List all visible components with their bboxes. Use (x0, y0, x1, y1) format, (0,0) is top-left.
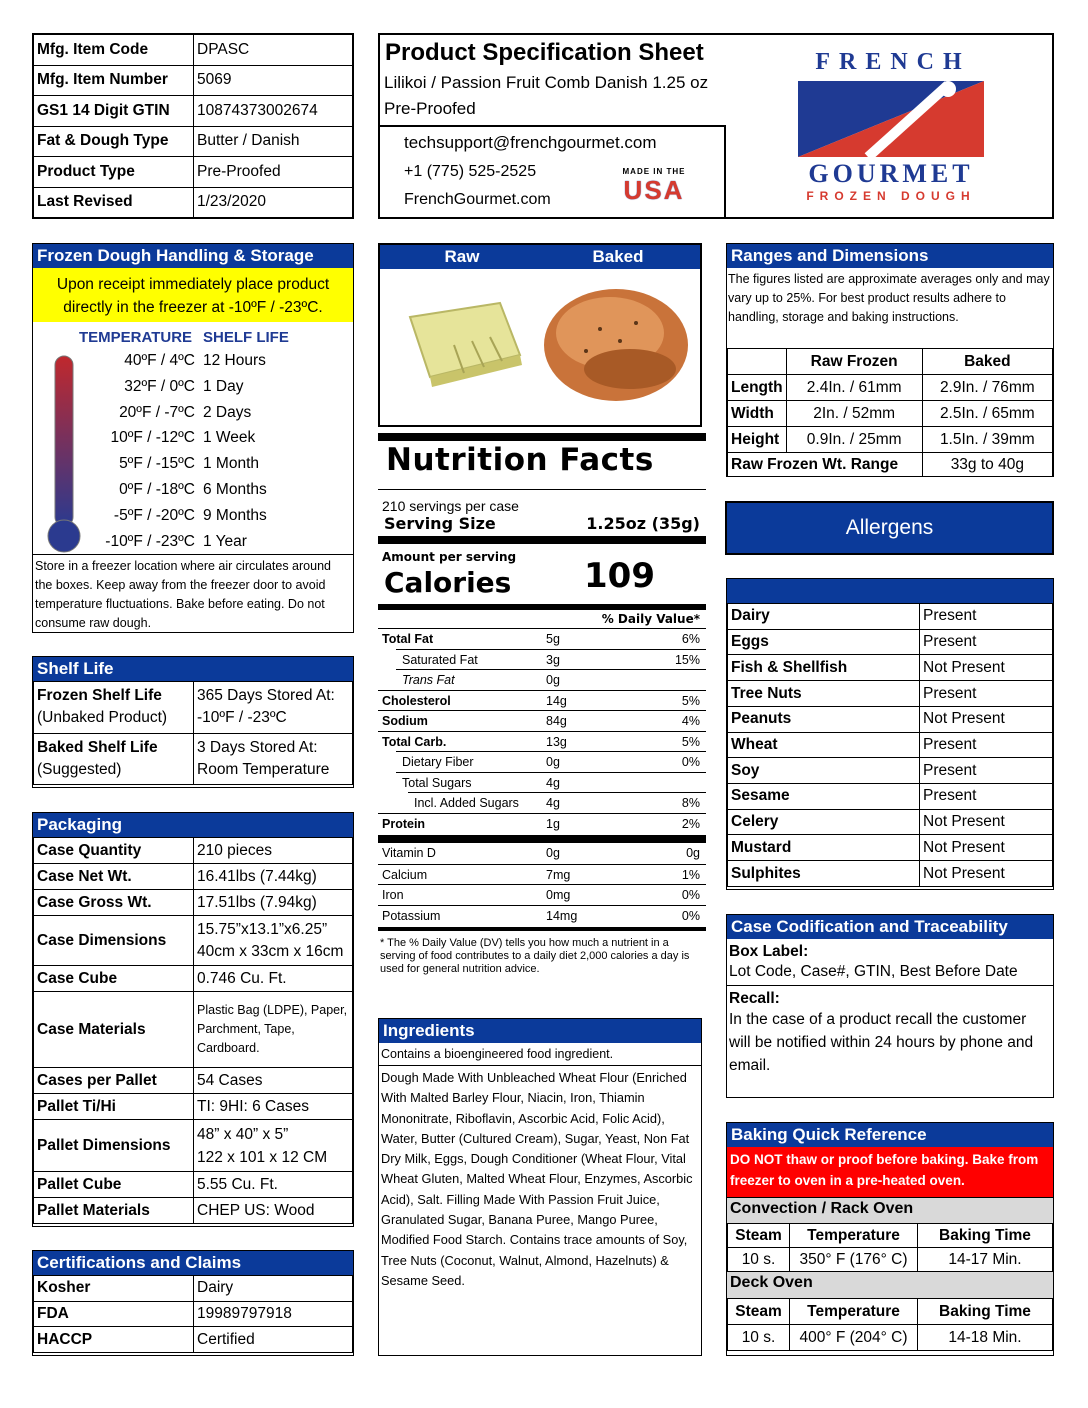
nutrient-row (378, 731, 706, 752)
nutrient-row (378, 813, 706, 834)
item-value: DPASC (194, 35, 353, 66)
raw-label: Raw (444, 247, 480, 266)
ranges-section (726, 243, 1054, 477)
table-row (34, 1068, 353, 1094)
storage-temp: 10ºF / -12ºC (110, 429, 195, 447)
storage-notice: Upon receipt immediately place product directly in the freezer at -10ºF / -23ºC. (33, 268, 353, 322)
nutrient-name: Sodium (382, 714, 428, 728)
storage-row (33, 352, 353, 376)
storage-life: 1 Year (203, 532, 247, 550)
table-row (34, 890, 353, 916)
baked-label: Baked (592, 247, 644, 266)
french-gourmet-logo (796, 49, 986, 205)
allergen-row (728, 629, 1053, 655)
calories-label: Calories (384, 566, 512, 599)
nutrient-row (378, 690, 706, 711)
vitamin-row (378, 905, 706, 926)
storage-row (33, 507, 353, 531)
table-row (728, 453, 1053, 477)
range-value: 0.9In. / 25mm (786, 427, 922, 453)
item-label: Product Type (34, 157, 194, 188)
nutrient-name: Protein (382, 816, 426, 831)
nutrient-dv: 15% (674, 652, 700, 667)
pack-value: 210 pieces (194, 838, 353, 864)
nutrient-dv: 2% (681, 816, 700, 831)
bake-head: Temperature (790, 1299, 918, 1325)
vitamin-amount: 14mg (546, 908, 578, 923)
storage-row (33, 378, 353, 402)
table-row (34, 126, 353, 157)
nutrient-amount: 0g (546, 673, 560, 687)
storage-section (32, 243, 354, 633)
allergen-name: Fish & Shellfish (728, 655, 920, 681)
table-row (34, 864, 353, 890)
nutrient-row (396, 751, 706, 772)
nutrient-row (378, 710, 706, 731)
pack-label: Pallet Cube (34, 1172, 194, 1198)
storage-life: 1 Month (203, 455, 260, 473)
pack-label: Case Cube (34, 966, 194, 992)
vitamin-rows (378, 843, 706, 925)
cert-label: HACCP (34, 1327, 194, 1353)
shelf-sublabel: (Unbaked Product) (37, 709, 168, 727)
pack-label: Pallet Materials (34, 1198, 194, 1224)
pack-value-cell (194, 916, 353, 966)
bake-head: Steam (728, 1224, 790, 1248)
raw-danish-image (404, 295, 524, 395)
nutrient-row (396, 772, 706, 793)
table-row (34, 733, 353, 785)
packaging-title: Packaging (33, 813, 353, 837)
allergen-status: Present (920, 681, 1053, 707)
allergen-name: Wheat (728, 732, 920, 758)
recall-value: In the case of a product recall the customer will be notified within 24 hours by phone and email. (729, 1011, 1034, 1074)
nutrient-name: Dietary Fiber (402, 755, 474, 769)
allergen-row (728, 604, 1053, 630)
allergen-name: Dairy (728, 604, 920, 630)
item-label: Fat & Dough Type (34, 126, 194, 157)
allergen-name: Sesame (728, 784, 920, 810)
shelf-sublabel: (Suggested) (37, 760, 122, 778)
nutrient-name: Cholesterol (382, 693, 451, 708)
photo-header (380, 245, 700, 269)
ingredients-title: Ingredients (379, 1019, 701, 1043)
allergen-row (728, 706, 1053, 732)
range-head: Baked (922, 349, 1052, 375)
email-link[interactable]: techsupport@frenchgourmet.com (404, 133, 657, 152)
traceability-section (726, 914, 1054, 1098)
pack-value: 48” x 40” x 5” (197, 1125, 289, 1143)
usa-label: USA (623, 175, 685, 205)
table-row (34, 1198, 353, 1224)
certifications-title: Certifications and Claims (33, 1251, 353, 1275)
nutrient-name: Total Sugars (402, 775, 472, 790)
pack-label: Case Quantity (34, 838, 194, 864)
pack-value: 17.51lbs (7.94kg) (194, 890, 353, 916)
nutrient-amount: 1g (546, 816, 560, 831)
pack-value: 54 Cases (194, 1068, 353, 1094)
item-info-table (32, 33, 354, 219)
item-value: Pre-Proofed (194, 157, 353, 188)
allergens-section (726, 578, 1054, 890)
nutrient-row (378, 628, 706, 649)
item-value: Butter / Danish (194, 126, 353, 157)
pack-label: Pallet Dimensions (34, 1120, 194, 1172)
table-row (34, 916, 353, 966)
table-row (34, 96, 353, 127)
table-row (34, 992, 353, 1068)
vitamin-dv: 1% (681, 867, 700, 882)
traceability-title: Case Codification and Traceability (727, 915, 1053, 939)
pack-value-cell (194, 1120, 353, 1172)
storage-row (33, 429, 353, 453)
pack-label: Case Gross Wt. (34, 890, 194, 916)
vitamin-name: Calcium (382, 867, 428, 882)
allergen-status: Not Present (920, 835, 1053, 861)
allergen-status: Not Present (920, 706, 1053, 732)
box-label-value: Lot Code, Case#, GTIN, Best Before Date (727, 961, 1053, 986)
logo-top-text: FRENCH (815, 49, 971, 75)
allergen-name: Mustard (728, 835, 920, 861)
table-row (728, 427, 1053, 453)
storage-life: 2 Days (203, 403, 252, 421)
bake-value: 10 s. (728, 1248, 790, 1272)
bake-value: 400° F (204° C) (790, 1325, 918, 1351)
storage-temp: 32ºF / 0ºC (124, 377, 195, 395)
baking-section (726, 1122, 1054, 1356)
serving-size-label: Serving Size (384, 514, 496, 533)
contact-box (378, 125, 726, 219)
allergen-status: Present (920, 732, 1053, 758)
allergen-name: Peanuts (728, 706, 920, 732)
nutrient-amount: 84g (546, 714, 567, 728)
amount-label: Amount per serving (382, 550, 517, 564)
allergen-name: Soy (728, 758, 920, 784)
table-row (728, 401, 1053, 427)
pack-label: Cases per Pallet (34, 1068, 194, 1094)
shelf-label-cell (34, 733, 194, 785)
storage-life: 9 Months (203, 506, 267, 524)
vitamin-dv: 0% (681, 888, 700, 902)
servings-text: 210 servings per case (382, 498, 519, 514)
storage-note: Store in a freezer location where air circulates around the boxes. Keep away from the freezer door to avoid temperature fluctuations. Bake before eating. Do not consume raw dough. (33, 554, 353, 635)
convection-heading: Convection / Rack Oven (727, 1197, 1053, 1223)
allergen-row (728, 655, 1053, 681)
allergen-name: Sulphites (728, 861, 920, 887)
packaging-section (32, 812, 354, 1227)
ranges-title: Ranges and Dimensions (727, 244, 1053, 268)
product-photos (378, 243, 702, 427)
nutrient-row (396, 669, 706, 690)
weight-range-value: 33g to 40g (922, 453, 1052, 477)
table-row (728, 1224, 1053, 1248)
shelf-value-cell (194, 682, 353, 734)
allergen-status: Present (920, 784, 1053, 810)
table-row (34, 35, 353, 66)
table-row (34, 1301, 353, 1327)
weight-range-label: Raw Frozen Wt. Range (728, 453, 923, 477)
shelf-value: 3 Days Stored At: (197, 738, 318, 756)
nutrient-amount: 4g (546, 796, 560, 810)
table-row (34, 1327, 353, 1353)
nutrient-name: Trans Fat (402, 673, 455, 687)
storage-row (33, 533, 353, 557)
allergen-status: Present (920, 604, 1053, 630)
bake-value: 350° F (176° C) (790, 1248, 918, 1272)
ingredients-text: Dough Made With Unbleached Wheat Flour (Enriched With Malted Barley Flour, Niacin, Iron, Thiamin Mononitrate, Riboflavin, Ascorbic Acid, Folic Acid), Water, Butter (Cultured Cream), Sugar, Yeast, Non Fat Dry Milk, Eggs, Dough Conditioner (Wheat Flour, Vital Wheat Gluten, Malted Wheat Flour, Enzymes, Ascorbic Acid), Salt. Filling Made With Passion Fruit Juice, Granulated Sugar, Banana Puree, Mango Puree, Modified Food Starch. Contains trace amounts of Soy, Tree Nuts (Coconut, Walnut, Almond, Hazelnuts) & Sesame Seed. (381, 1070, 693, 1288)
nutrient-dv: 5% (681, 734, 700, 749)
vitamin-row (378, 843, 706, 864)
pack-value: 0.746 Cu. Ft. (194, 966, 353, 992)
allergen-row (728, 835, 1053, 861)
pack-value: TI: 9HI: 6 Cases (194, 1094, 353, 1120)
website-link[interactable]: FrenchGourmet.com (404, 191, 551, 208)
shelf-life-section (32, 656, 354, 788)
bake-value: 14-17 Min. (918, 1248, 1053, 1272)
range-head: Raw Frozen (786, 349, 922, 375)
storage-life: 12 Hours (203, 352, 266, 369)
range-value: 2.9In. / 76mm (922, 375, 1052, 401)
life-col-header: SHELF LIFE (203, 329, 289, 346)
range-value: 1.5In. / 39mm (922, 427, 1052, 453)
storage-life: 1 Week (203, 429, 256, 447)
range-label: Width (728, 401, 787, 427)
vitamin-row (378, 864, 706, 885)
cert-value: Dairy (194, 1276, 353, 1302)
table-row (728, 1325, 1053, 1351)
serving-size-value: 1.25oz (35g) (586, 514, 700, 533)
allergen-name: Tree Nuts (728, 681, 920, 707)
table-row (728, 349, 1053, 375)
made-in-usa-badge (614, 167, 694, 207)
serving-size-row (378, 514, 706, 533)
table-row (34, 1172, 353, 1198)
pack-label: Case Net Wt. (34, 864, 194, 890)
pack-value-2: 122 x 101 x 12 CM (197, 1148, 328, 1166)
product-name: Lilikoi / Passion Fruit Comb Danish 1.25 oz (384, 73, 709, 92)
nutrition-facts (378, 433, 706, 1013)
certifications-section (32, 1250, 354, 1356)
allergen-row (728, 784, 1053, 810)
vitamin-row (378, 884, 706, 905)
deck-oven-heading: Deck Oven (727, 1272, 1053, 1298)
nutrient-amount: 5g (546, 632, 560, 646)
range-head (728, 349, 787, 375)
nutrient-dv: 0% (681, 755, 700, 769)
table-row (34, 65, 353, 96)
pack-value: CHEP US: Wood (194, 1198, 353, 1224)
nutrition-footnote: * The % Daily Value (DV) tells you how much a nutrient in a serving of food contributes to a daily diet 2,000 calories a day is used for general nutrition advice. (380, 937, 690, 975)
vitamin-dv: 0g (686, 846, 700, 860)
item-value: 10874373002674 (194, 96, 353, 127)
pack-label: Case Dimensions (34, 916, 194, 966)
table-row (34, 157, 353, 188)
allergen-status: Not Present (920, 809, 1053, 835)
allergen-row (728, 758, 1053, 784)
allergen-status: Present (920, 758, 1053, 784)
pack-value: Plastic Bag (LDPE), Paper, Parchment, Tape, Cardboard. (194, 992, 353, 1068)
pack-label: Pallet Ti/Hi (34, 1094, 194, 1120)
ranges-note: The figures listed are approximate averages only and may vary up to 25%. For best product results adhere to handling, storage and baking instructions. (728, 272, 1050, 324)
storage-row (33, 481, 353, 505)
bake-head: Baking Time (918, 1224, 1053, 1248)
vitamin-name: Potassium (382, 908, 441, 923)
vitamin-dv: 0% (681, 908, 700, 923)
range-label: Length (728, 375, 787, 401)
packaging-table (33, 837, 353, 1224)
table-row (728, 1299, 1053, 1325)
cert-label: FDA (34, 1301, 194, 1327)
range-label: Height (728, 427, 787, 453)
page-title: Product Specification Sheet (385, 39, 704, 66)
allergen-row (728, 861, 1053, 887)
baked-danish-image (540, 279, 692, 409)
cert-value: 19989797918 (194, 1301, 353, 1327)
allergens-bar (727, 579, 1053, 603)
item-value: 5069 (194, 65, 353, 96)
table-row (34, 682, 353, 734)
shelf-label: Frozen Shelf Life (37, 687, 162, 705)
allergen-row (728, 681, 1053, 707)
ingredients-section (378, 1018, 702, 1356)
shelf-life-title: Shelf Life (33, 657, 353, 681)
logo-flag-icon (798, 81, 984, 157)
nutrient-rows (378, 628, 706, 833)
made-in-label: MADE IN THE (622, 167, 686, 176)
storage-temp: 5ºF / -15ºC (119, 455, 195, 473)
nutrient-name: Saturated Fat (402, 652, 478, 667)
table-row (728, 1248, 1053, 1272)
vitamin-name: Vitamin D (382, 846, 436, 860)
baking-warning: DO NOT thaw or proof before baking. Bake from freezer to oven in a pre-heated oven. (727, 1147, 1053, 1197)
item-value: 1/23/2020 (194, 187, 353, 218)
item-label: Mfg. Item Code (34, 35, 194, 66)
nutrient-name: Total Fat (382, 632, 434, 646)
allergen-name: Eggs (728, 629, 920, 655)
shelf-value-2: Room Temperature (197, 760, 330, 778)
allergen-status: Not Present (920, 655, 1053, 681)
nutrient-dv: 6% (681, 632, 700, 646)
allergen-row (728, 732, 1053, 758)
shelf-value-2: -10ºF / -23ºC (197, 709, 287, 727)
storage-life: 6 Months (203, 481, 267, 498)
shelf-value-cell (194, 733, 353, 785)
range-value: 2.5In. / 65mm (922, 401, 1052, 427)
nutrient-name: Incl. Added Sugars (414, 796, 519, 810)
allergens-banner (725, 501, 1054, 555)
bake-head: Steam (728, 1299, 790, 1325)
shelf-label: Baked Shelf Life (37, 738, 158, 756)
allergen-status: Present (920, 629, 1053, 655)
table-row (34, 1276, 353, 1302)
allergen-table (728, 604, 1053, 887)
table-row (34, 966, 353, 992)
table-row (34, 1094, 353, 1120)
phone-text: +1 (775) 525-2525 (404, 163, 537, 180)
header-box (378, 33, 1054, 219)
range-value: 2In. / 52mm (786, 401, 922, 427)
allergen-row (728, 809, 1053, 835)
bake-value: 10 s. (728, 1325, 790, 1351)
storage-temp: 0ºF / -18ºC (119, 481, 195, 498)
recall-heading: Recall: (729, 990, 780, 1007)
pack-label: Case Materials (34, 992, 194, 1068)
table-row (34, 1120, 353, 1172)
item-label: Last Revised (34, 187, 194, 218)
daily-value-header: % Daily Value* (601, 612, 700, 626)
cert-label: Kosher (34, 1276, 194, 1302)
vitamin-name: Iron (382, 888, 404, 902)
nutrient-row (408, 792, 706, 813)
storage-temp: -10ºF / -23ºC (105, 532, 195, 550)
item-label: GS1 14 Digit GTIN (34, 96, 194, 127)
logo-sub-text: FROZEN DOUGH (806, 189, 976, 203)
pack-value-2: 40cm x 33cm x 16cm (197, 942, 344, 960)
cert-value: Certified (194, 1327, 353, 1353)
nutrient-row (396, 649, 706, 670)
bake-head: Temperature (790, 1224, 918, 1248)
storage-temp: 20ºF / -7ºC (119, 403, 195, 421)
nutrient-amount: 3g (546, 652, 560, 667)
pack-value: 15.75”x13.1”x6.25” (197, 920, 328, 938)
nutrient-dv: 4% (681, 714, 700, 728)
storage-row (33, 404, 353, 428)
vitamin-amount: 0g (546, 846, 560, 860)
bioengineered-note: Contains a bioengineered food ingredient. (379, 1043, 701, 1066)
nutrient-amount: 0g (546, 755, 560, 769)
range-value: 2.4In. / 61mm (786, 375, 922, 401)
item-label: Mfg. Item Number (34, 65, 194, 96)
bake-head: Baking Time (918, 1299, 1053, 1325)
nutrient-dv: 5% (681, 693, 700, 708)
product-state: Pre-Proofed (384, 99, 476, 118)
allergen-name: Celery (728, 809, 920, 835)
storage-life: 1 Day (203, 377, 244, 395)
table-row (728, 375, 1053, 401)
vitamin-amount: 0mg (546, 888, 571, 902)
vitamin-amount: 7mg (546, 867, 571, 882)
temp-col-header: TEMPERATURE (79, 329, 193, 346)
allergens-title: Allergens (845, 516, 934, 539)
nutrient-name: Total Carb. (382, 734, 447, 749)
bake-value: 14-18 Min. (918, 1325, 1053, 1351)
baking-title: Baking Quick Reference (727, 1123, 1053, 1147)
nutrient-amount: 4g (546, 775, 560, 790)
box-label-heading: Box Label: (729, 943, 809, 960)
table-row (34, 838, 353, 864)
storage-temp: 40ºF / 4ºC (124, 352, 195, 369)
pack-value: 16.41lbs (7.44kg) (194, 864, 353, 890)
table-row (34, 187, 353, 218)
shelf-label-cell (34, 682, 194, 734)
nutrition-title: Nutrition Facts (386, 442, 654, 478)
logo-mid-text: GOURMET (808, 159, 974, 188)
calories-value: 109 (584, 556, 655, 596)
nutrient-amount: 13g (546, 734, 567, 749)
nutrient-dv: 8% (681, 796, 700, 810)
shelf-value: 365 Days Stored At: (197, 687, 335, 705)
allergen-status: Not Present (920, 861, 1053, 887)
pack-value: 5.55 Cu. Ft. (194, 1172, 353, 1198)
nutrient-amount: 14g (546, 693, 567, 708)
storage-temp: -5ºF / -20ºC (113, 506, 195, 524)
storage-row (33, 455, 353, 479)
storage-title: Frozen Dough Handling & Storage (33, 244, 353, 268)
